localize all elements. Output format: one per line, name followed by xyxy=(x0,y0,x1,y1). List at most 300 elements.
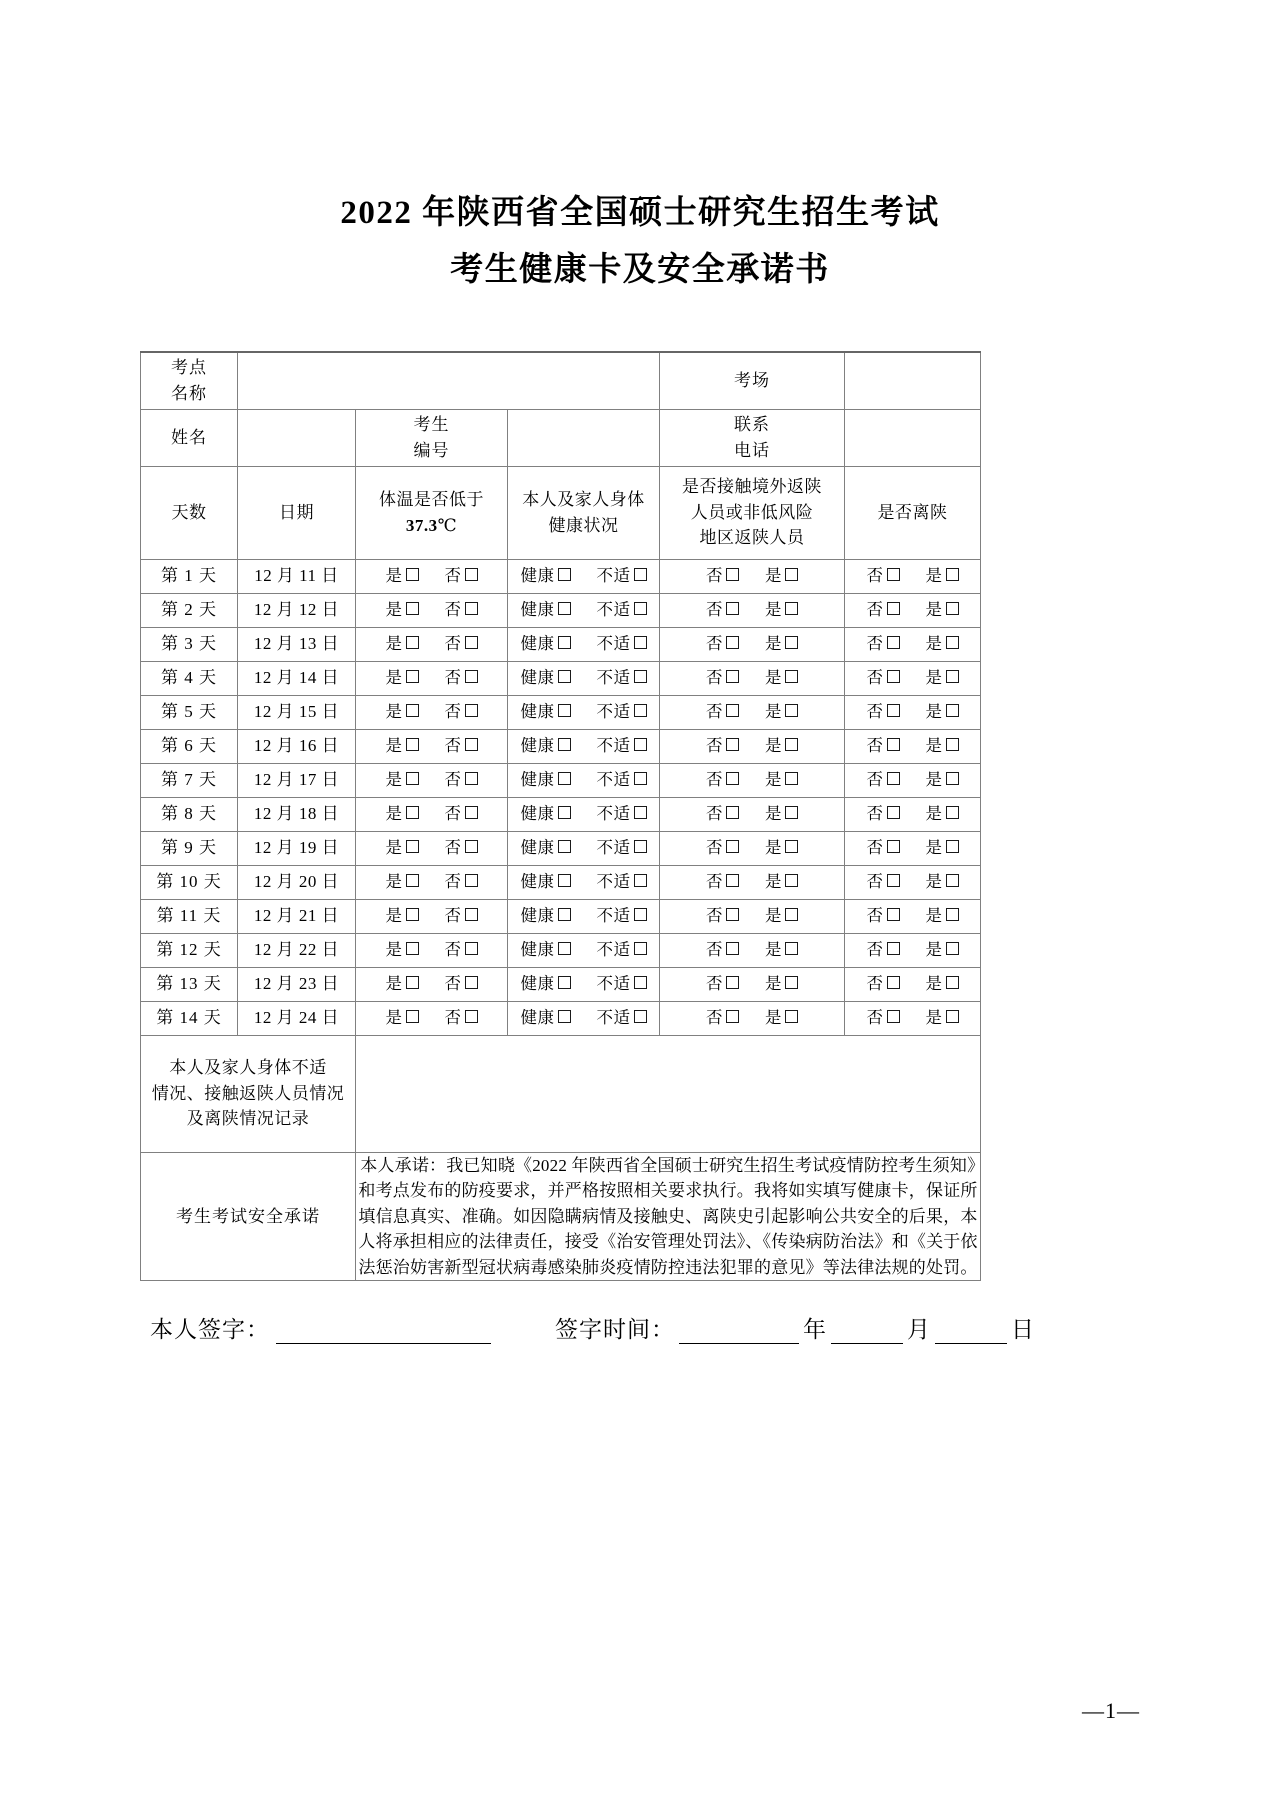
cell-temperature-option-2-label: 否 xyxy=(444,735,462,755)
cell-health-status-option-2[interactable] xyxy=(597,734,647,759)
cell-left-province-option-2-label: 是 xyxy=(925,565,943,585)
cell-health-status-option-2[interactable] xyxy=(597,768,647,793)
cell-health-status-checkbox-2[interactable] xyxy=(634,738,647,751)
cell-left-province-option-2[interactable] xyxy=(926,768,959,793)
cell-contact-status-option-2[interactable] xyxy=(765,564,798,589)
cell-left-province-option-2-label: 是 xyxy=(925,905,943,925)
cell-contact-status-option-1[interactable] xyxy=(706,666,739,691)
cell-temperature-checkbox-2[interactable] xyxy=(465,568,478,581)
cell-left-province-checkbox-1[interactable] xyxy=(887,670,900,683)
cell-temperature-option-2[interactable] xyxy=(445,768,478,793)
cell-health-status-checkbox-1[interactable] xyxy=(558,806,571,819)
cell-temperature-checkbox-2[interactable] xyxy=(465,908,478,921)
cell-health-status-checkbox-1[interactable] xyxy=(558,602,571,615)
cell-temperature-option-1[interactable] xyxy=(386,598,419,623)
health-card-table-container xyxy=(0,351,1280,1282)
cell-left-province-checkbox-2[interactable] xyxy=(946,874,959,887)
cell-health-status-option-2-label: 不适 xyxy=(596,1007,631,1027)
cell-left-province-option-2[interactable] xyxy=(926,734,959,759)
cell-health-status-checkbox-2[interactable] xyxy=(634,704,647,717)
cell-temperature-option-1[interactable] xyxy=(386,802,419,827)
cell-temperature-checkbox-1[interactable] xyxy=(406,942,419,955)
signature-row xyxy=(0,1311,1280,1344)
table-row-candidate-info xyxy=(141,409,981,466)
cell-temperature-option-2[interactable] xyxy=(445,802,478,827)
cell-contact-status-checkbox-1[interactable] xyxy=(726,874,739,887)
cell-health-status-option-2[interactable] xyxy=(597,564,647,589)
cell-contact-status-checkbox-1[interactable] xyxy=(726,806,739,819)
cell-left-province xyxy=(845,899,981,933)
cell-health-status-checkbox-2[interactable] xyxy=(634,568,647,581)
cell-temperature-option-1[interactable] xyxy=(386,1006,419,1031)
cell-temperature-option-2[interactable] xyxy=(445,734,478,759)
cell-date: 12 月 11 日 xyxy=(238,559,356,593)
cell-left-province xyxy=(845,933,981,967)
cell-health-status-checkbox-2[interactable] xyxy=(634,1010,647,1023)
cell-contact-status-option-1-label: 否 xyxy=(706,735,724,755)
cell-health-status-option-1-label: 健康 xyxy=(520,837,555,857)
cell-contact-status-option-2[interactable] xyxy=(765,1006,798,1031)
cell-temperature-checkbox-2[interactable] xyxy=(465,806,478,819)
label-notes-line-2: 情况、接触返陕人员情况 xyxy=(151,1083,345,1103)
cell-health-status-option-2[interactable] xyxy=(597,802,647,827)
cell-left-province-option-1-label: 否 xyxy=(866,599,884,619)
cell-health-status-option-2[interactable] xyxy=(597,836,647,861)
cell-temperature-checkbox-1[interactable] xyxy=(406,874,419,887)
cell-contact-status-option-2[interactable] xyxy=(765,632,798,657)
cell-temperature-option-1[interactable] xyxy=(386,904,419,929)
cell-left-province-option-1[interactable] xyxy=(867,666,900,691)
cell-left-province-checkbox-2[interactable] xyxy=(946,602,959,615)
cell-contact-status-checkbox-1[interactable] xyxy=(726,568,739,581)
cell-contact-status-option-2-label: 是 xyxy=(765,871,783,891)
signature-year-input[interactable] xyxy=(679,1321,799,1344)
cell-temperature-option-2[interactable] xyxy=(445,938,478,963)
cell-health-status-checkbox-1[interactable] xyxy=(558,636,571,649)
cell-contact-status-option-1[interactable] xyxy=(706,1006,739,1031)
cell-contact-status-checkbox-2[interactable] xyxy=(785,704,798,717)
cell-contact-status-checkbox-2[interactable] xyxy=(785,602,798,615)
cell-contact-status-checkbox-2[interactable] xyxy=(785,976,798,989)
cell-contact-status-option-1[interactable] xyxy=(706,836,739,861)
cell-contact-status-checkbox-1[interactable] xyxy=(726,908,739,921)
cell-contact-status-option-1-label: 否 xyxy=(706,837,724,857)
cell-temperature-option-2[interactable] xyxy=(445,564,478,589)
table-row xyxy=(141,933,981,967)
cell-temperature-option-1-label: 是 xyxy=(385,701,403,721)
cell-health-status-option-1[interactable] xyxy=(521,564,571,589)
cell-date: 12 月 16 日 xyxy=(238,729,356,763)
cell-temperature-checkbox-2[interactable] xyxy=(465,840,478,853)
cell-health-status-checkbox-1[interactable] xyxy=(558,942,571,955)
cell-health-status-option-1[interactable] xyxy=(521,870,571,895)
cell-temperature-option-1[interactable] xyxy=(386,700,419,725)
table-row xyxy=(141,899,981,933)
cell-health-status-option-1[interactable] xyxy=(521,700,571,725)
cell-temperature-checkbox-2[interactable] xyxy=(465,636,478,649)
cell-contact-status-checkbox-1[interactable] xyxy=(726,1010,739,1023)
cell-temperature-option-1[interactable] xyxy=(386,564,419,589)
cell-temperature xyxy=(356,1001,508,1035)
cell-contact-status-checkbox-2[interactable] xyxy=(785,806,798,819)
cell-left-province-option-2-label: 是 xyxy=(925,973,943,993)
cell-left-province-option-1[interactable] xyxy=(867,700,900,725)
table-row xyxy=(141,865,981,899)
cell-health-status-checkbox-1[interactable] xyxy=(558,908,571,921)
field-name-value[interactable] xyxy=(238,409,356,466)
cell-temperature-checkbox-1[interactable] xyxy=(406,840,419,853)
cell-temperature-checkbox-2[interactable] xyxy=(465,704,478,717)
cell-contact-status-checkbox-2[interactable] xyxy=(785,670,798,683)
cell-health-status xyxy=(508,831,660,865)
cell-health-status-checkbox-1[interactable] xyxy=(558,874,571,887)
cell-left-province-option-1[interactable] xyxy=(867,802,900,827)
cell-left-province-checkbox-2[interactable] xyxy=(946,738,959,751)
cell-contact-status-option-2[interactable] xyxy=(765,904,798,929)
cell-left-province-option-2[interactable] xyxy=(926,938,959,963)
cell-contact-status-option-2-label: 是 xyxy=(765,939,783,959)
cell-contact-status-option-2[interactable] xyxy=(765,598,798,623)
cell-temperature-option-2[interactable] xyxy=(445,598,478,623)
cell-left-province-checkbox-1[interactable] xyxy=(887,806,900,819)
cell-left-province xyxy=(845,763,981,797)
cell-health-status-option-2[interactable] xyxy=(597,700,647,725)
cell-temperature-option-2[interactable] xyxy=(445,836,478,861)
cell-health-status-checkbox-1[interactable] xyxy=(558,738,571,751)
cell-temperature-option-2[interactable] xyxy=(445,904,478,929)
cell-left-province-checkbox-2[interactable] xyxy=(946,772,959,785)
cell-temperature-option-2-label: 否 xyxy=(444,837,462,857)
cell-left-province-option-2[interactable] xyxy=(926,870,959,895)
cell-left-province-option-2-label: 是 xyxy=(925,633,943,653)
cell-left-province-option-1[interactable] xyxy=(867,598,900,623)
cell-health-status-option-1[interactable] xyxy=(521,802,571,827)
field-candidate-no-value[interactable] xyxy=(508,409,660,466)
cell-left-province-option-1-label: 否 xyxy=(866,973,884,993)
cell-temperature-checkbox-2[interactable] xyxy=(465,602,478,615)
cell-contact-status-checkbox-2[interactable] xyxy=(785,738,798,751)
cell-left-province-option-2-label: 是 xyxy=(925,667,943,687)
cell-health-status-checkbox-1[interactable] xyxy=(558,840,571,853)
signature-day-input[interactable] xyxy=(935,1321,1007,1344)
cell-health-status-option-1[interactable] xyxy=(521,632,571,657)
cell-left-province-option-2-label: 是 xyxy=(925,837,943,857)
cell-contact-status-checkbox-1[interactable] xyxy=(726,840,739,853)
cell-temperature-option-1-label: 是 xyxy=(385,633,403,653)
cell-temperature-option-2[interactable] xyxy=(445,666,478,691)
cell-left-province-option-2[interactable] xyxy=(926,564,959,589)
cell-temperature-option-1-label: 是 xyxy=(385,735,403,755)
cell-contact-status-option-1[interactable] xyxy=(706,802,739,827)
cell-temperature-option-2[interactable] xyxy=(445,972,478,997)
cell-temperature-option-2-label: 否 xyxy=(444,1007,462,1027)
cell-health-status-checkbox-2[interactable] xyxy=(634,670,647,683)
cell-temperature-checkbox-1[interactable] xyxy=(406,1010,419,1023)
cell-left-province-option-1[interactable] xyxy=(867,870,900,895)
cell-health-status-checkbox-2[interactable] xyxy=(634,636,647,649)
cell-day-count: 第 12 天 xyxy=(141,933,238,967)
cell-health-status-checkbox-2[interactable] xyxy=(634,840,647,853)
cell-contact-status-option-2[interactable] xyxy=(765,972,798,997)
cell-health-status xyxy=(508,559,660,593)
table-row xyxy=(141,627,981,661)
cell-contact-status-checkbox-2[interactable] xyxy=(785,636,798,649)
field-exam-room-value[interactable] xyxy=(845,352,981,410)
cell-contact-status-option-1[interactable] xyxy=(706,972,739,997)
cell-temperature-option-1[interactable] xyxy=(386,734,419,759)
cell-health-status-option-1[interactable] xyxy=(521,1006,571,1031)
cell-temperature xyxy=(356,729,508,763)
cell-health-status-option-2[interactable] xyxy=(597,666,647,691)
signature-month-input[interactable] xyxy=(831,1321,903,1344)
cell-temperature-checkbox-1[interactable] xyxy=(406,738,419,751)
cell-health-status-checkbox-1[interactable] xyxy=(558,670,571,683)
cell-left-province-option-1[interactable] xyxy=(867,632,900,657)
cell-left-province-checkbox-2[interactable] xyxy=(946,568,959,581)
label-exam-site: 考点 名称 xyxy=(141,352,238,410)
cell-temperature-checkbox-2[interactable] xyxy=(465,670,478,683)
cell-left-province xyxy=(845,695,981,729)
cell-contact-status-option-1[interactable] xyxy=(706,734,739,759)
cell-left-province-checkbox-2[interactable] xyxy=(946,1010,959,1023)
cell-temperature-option-1[interactable] xyxy=(386,870,419,895)
cell-day-count: 第 13 天 xyxy=(141,967,238,1001)
cell-left-province-checkbox-1[interactable] xyxy=(887,942,900,955)
cell-temperature-option-2[interactable] xyxy=(445,870,478,895)
cell-health-status-checkbox-1[interactable] xyxy=(558,568,571,581)
cell-temperature-option-1[interactable] xyxy=(386,938,419,963)
cell-left-province-option-1[interactable] xyxy=(867,938,900,963)
cell-temperature xyxy=(356,661,508,695)
field-notes-value[interactable] xyxy=(356,1035,981,1152)
cell-temperature-checkbox-1[interactable] xyxy=(406,602,419,615)
cell-contact-status-checkbox-1[interactable] xyxy=(726,942,739,955)
cell-left-province-checkbox-1[interactable] xyxy=(887,908,900,921)
cell-contact-status xyxy=(660,763,845,797)
table-header-row xyxy=(141,466,981,559)
cell-temperature-checkbox-1[interactable] xyxy=(406,908,419,921)
cell-day-count: 第 4 天 xyxy=(141,661,238,695)
cell-contact-status-checkbox-2[interactable] xyxy=(785,942,798,955)
field-phone-value[interactable] xyxy=(845,409,981,466)
cell-left-province-option-1[interactable] xyxy=(867,564,900,589)
cell-health-status-option-1-label: 健康 xyxy=(520,803,555,823)
cell-temperature-checkbox-1[interactable] xyxy=(406,670,419,683)
cell-contact-status-option-1-label: 否 xyxy=(706,769,724,789)
cell-left-province-checkbox-2[interactable] xyxy=(946,976,959,989)
cell-contact-status-option-1[interactable] xyxy=(706,564,739,589)
cell-health-status-checkbox-2[interactable] xyxy=(634,772,647,785)
cell-left-province-option-1[interactable] xyxy=(867,768,900,793)
cell-left-province-option-1-label: 否 xyxy=(866,939,884,959)
cell-day-count: 第 10 天 xyxy=(141,865,238,899)
cell-contact-status-checkbox-1[interactable] xyxy=(726,738,739,751)
cell-health-status-checkbox-2[interactable] xyxy=(634,908,647,921)
cell-contact-status-checkbox-2[interactable] xyxy=(785,874,798,887)
cell-contact-status xyxy=(660,933,845,967)
cell-left-province-option-1[interactable] xyxy=(867,836,900,861)
cell-left-province-checkbox-2[interactable] xyxy=(946,908,959,921)
cell-temperature-option-1[interactable] xyxy=(386,768,419,793)
cell-temperature-checkbox-2[interactable] xyxy=(465,1010,478,1023)
cell-health-status-option-1[interactable] xyxy=(521,972,571,997)
cell-left-province-option-1[interactable] xyxy=(867,904,900,929)
cell-health-status-option-1[interactable] xyxy=(521,768,571,793)
cell-left-province-option-2[interactable] xyxy=(926,666,959,691)
signature-input[interactable] xyxy=(276,1321,491,1344)
cell-left-province-option-2[interactable] xyxy=(926,904,959,929)
cell-left-province xyxy=(845,593,981,627)
cell-health-status-option-2[interactable] xyxy=(597,870,647,895)
cell-contact-status-option-1[interactable] xyxy=(706,700,739,725)
cell-health-status xyxy=(508,865,660,899)
cell-temperature-option-2-label: 否 xyxy=(444,769,462,789)
cell-health-status-option-2[interactable] xyxy=(597,1006,647,1031)
cell-temperature-checkbox-2[interactable] xyxy=(465,874,478,887)
cell-temperature-checkbox-2[interactable] xyxy=(465,976,478,989)
cell-left-province-checkbox-1[interactable] xyxy=(887,738,900,751)
cell-temperature-checkbox-1[interactable] xyxy=(406,704,419,717)
cell-health-status-option-2-label: 不适 xyxy=(596,667,631,687)
cell-health-status-option-1-label: 健康 xyxy=(520,565,555,585)
cell-health-status-checkbox-2[interactable] xyxy=(634,602,647,615)
cell-left-province-checkbox-1[interactable] xyxy=(887,772,900,785)
cell-health-status-checkbox-2[interactable] xyxy=(634,976,647,989)
cell-contact-status-option-2[interactable] xyxy=(765,666,798,691)
cell-left-province-option-1[interactable] xyxy=(867,972,900,997)
cell-contact-status-checkbox-2[interactable] xyxy=(785,772,798,785)
cell-health-status-option-1[interactable] xyxy=(521,836,571,861)
cell-left-province-checkbox-2[interactable] xyxy=(946,670,959,683)
cell-health-status-checkbox-2[interactable] xyxy=(634,806,647,819)
cell-health-status-option-1[interactable] xyxy=(521,666,571,691)
cell-contact-status xyxy=(660,729,845,763)
cell-temperature-checkbox-1[interactable] xyxy=(406,976,419,989)
cell-left-province-checkbox-1[interactable] xyxy=(887,840,900,853)
cell-contact-status-checkbox-1[interactable] xyxy=(726,636,739,649)
cell-temperature-option-1[interactable] xyxy=(386,632,419,657)
cell-contact-status-option-1[interactable] xyxy=(706,598,739,623)
cell-temperature-option-2-label: 否 xyxy=(444,633,462,653)
cell-health-status-checkbox-2[interactable] xyxy=(634,874,647,887)
cell-health-status xyxy=(508,797,660,831)
cell-health-status xyxy=(508,763,660,797)
cell-health-status-option-2[interactable] xyxy=(597,598,647,623)
cell-temperature-checkbox-1[interactable] xyxy=(406,568,419,581)
cell-health-status-checkbox-1[interactable] xyxy=(558,704,571,717)
cell-left-province-checkbox-1[interactable] xyxy=(887,976,900,989)
cell-temperature-option-2-label: 否 xyxy=(444,599,462,619)
cell-contact-status-option-2[interactable] xyxy=(765,836,798,861)
cell-contact-status-option-2-label: 是 xyxy=(765,667,783,687)
cell-health-status-option-1[interactable] xyxy=(521,598,571,623)
cell-temperature-option-2[interactable] xyxy=(445,1006,478,1031)
cell-temperature-option-1[interactable] xyxy=(386,666,419,691)
cell-contact-status-checkbox-1[interactable] xyxy=(726,772,739,785)
cell-temperature-checkbox-2[interactable] xyxy=(465,942,478,955)
cell-contact-status-option-1[interactable] xyxy=(706,870,739,895)
cell-left-province-checkbox-2[interactable] xyxy=(946,942,959,955)
cell-left-province-checkbox-2[interactable] xyxy=(946,636,959,649)
cell-temperature xyxy=(356,763,508,797)
cell-contact-status-option-1[interactable] xyxy=(706,904,739,929)
cell-contact-status-option-1[interactable] xyxy=(706,632,739,657)
cell-left-province-checkbox-1[interactable] xyxy=(887,704,900,717)
cell-temperature-option-1[interactable] xyxy=(386,836,419,861)
cell-left-province-option-1[interactable] xyxy=(867,1006,900,1031)
cell-health-status-checkbox-1[interactable] xyxy=(558,976,571,989)
cell-left-province-option-2[interactable] xyxy=(926,700,959,725)
cell-temperature-option-2[interactable] xyxy=(445,632,478,657)
cell-left-province-option-2[interactable] xyxy=(926,972,959,997)
cell-left-province-option-2[interactable] xyxy=(926,802,959,827)
cell-left-province-option-2[interactable] xyxy=(926,632,959,657)
cell-health-status-option-2[interactable] xyxy=(597,972,647,997)
cell-contact-status-option-2[interactable] xyxy=(765,870,798,895)
cell-left-province-option-2[interactable] xyxy=(926,836,959,861)
cell-health-status-option-2[interactable] xyxy=(597,904,647,929)
cell-contact-status-option-2[interactable] xyxy=(765,734,798,759)
cell-contact-status-checkbox-2[interactable] xyxy=(785,1010,798,1023)
cell-temperature-checkbox-1[interactable] xyxy=(406,636,419,649)
cell-left-province xyxy=(845,661,981,695)
cell-contact-status-option-1[interactable] xyxy=(706,938,739,963)
cell-contact-status-checkbox-2[interactable] xyxy=(785,908,798,921)
cell-health-status-checkbox-2[interactable] xyxy=(634,942,647,955)
cell-left-province-option-1[interactable] xyxy=(867,734,900,759)
cell-temperature-option-1[interactable] xyxy=(386,972,419,997)
cell-left-province-option-1-label: 否 xyxy=(866,701,884,721)
cell-left-province-option-2[interactable] xyxy=(926,598,959,623)
cell-temperature-option-2[interactable] xyxy=(445,700,478,725)
cell-contact-status-checkbox-1[interactable] xyxy=(726,976,739,989)
cell-temperature-checkbox-1[interactable] xyxy=(406,772,419,785)
cell-left-province-checkbox-1[interactable] xyxy=(887,602,900,615)
cell-health-status-option-2-label: 不适 xyxy=(596,769,631,789)
cell-left-province-checkbox-2[interactable] xyxy=(946,704,959,717)
cell-contact-status-checkbox-2[interactable] xyxy=(785,568,798,581)
cell-contact-status-checkbox-1[interactable] xyxy=(726,704,739,717)
cell-contact-status-option-2[interactable] xyxy=(765,700,798,725)
cell-temperature-checkbox-2[interactable] xyxy=(465,772,478,785)
cell-contact-status-checkbox-1[interactable] xyxy=(726,670,739,683)
cell-health-status-option-1[interactable] xyxy=(521,938,571,963)
cell-left-province-checkbox-2[interactable] xyxy=(946,840,959,853)
cell-temperature xyxy=(356,797,508,831)
cell-left-province-checkbox-1[interactable] xyxy=(887,1010,900,1023)
cell-temperature-checkbox-2[interactable] xyxy=(465,738,478,751)
cell-health-status-option-2[interactable] xyxy=(597,938,647,963)
cell-left-province-checkbox-2[interactable] xyxy=(946,806,959,819)
cell-contact-status-checkbox-1[interactable] xyxy=(726,602,739,615)
cell-health-status-option-2[interactable] xyxy=(597,632,647,657)
cell-contact-status-option-2[interactable] xyxy=(765,938,798,963)
cell-health-status-option-1[interactable] xyxy=(521,904,571,929)
cell-health-status-checkbox-1[interactable] xyxy=(558,772,571,785)
cell-left-province-checkbox-1[interactable] xyxy=(887,874,900,887)
field-exam-site-value[interactable] xyxy=(238,352,660,410)
cell-left-province-checkbox-1[interactable] xyxy=(887,636,900,649)
cell-left-province-option-2[interactable] xyxy=(926,1006,959,1031)
cell-contact-status-option-1[interactable] xyxy=(706,768,739,793)
cell-contact-status-checkbox-2[interactable] xyxy=(785,840,798,853)
cell-health-status-checkbox-1[interactable] xyxy=(558,1010,571,1023)
cell-temperature-checkbox-1[interactable] xyxy=(406,806,419,819)
cell-left-province-checkbox-1[interactable] xyxy=(887,568,900,581)
cell-contact-status-option-2[interactable] xyxy=(765,802,798,827)
cell-contact-status-option-2[interactable] xyxy=(765,768,798,793)
cell-health-status-option-1[interactable] xyxy=(521,734,571,759)
